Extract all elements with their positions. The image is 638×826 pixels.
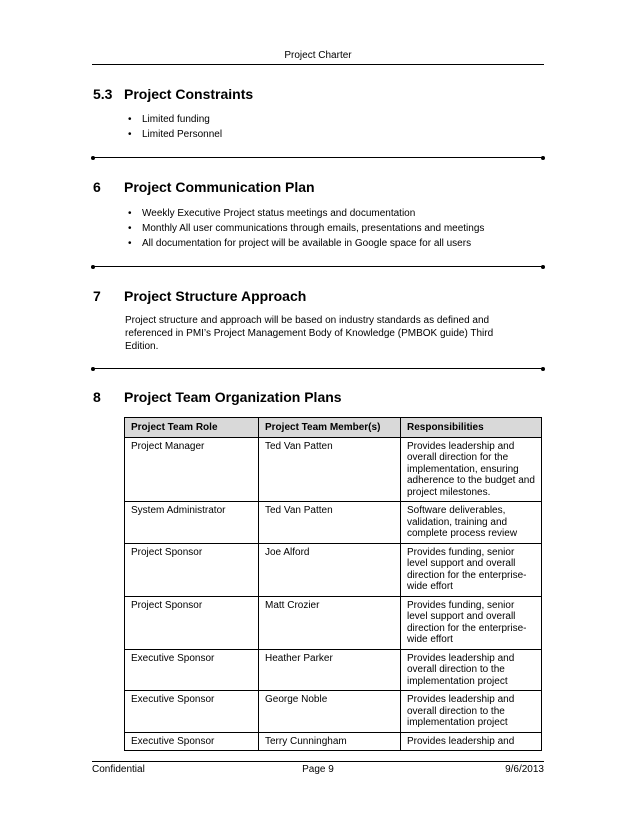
- member-cell: George Noble: [259, 691, 401, 733]
- header-title: Project Charter: [284, 50, 352, 61]
- role-cell: System Administrator: [125, 502, 259, 544]
- footer-date: 9/6/2013: [505, 764, 544, 775]
- member-cell: Heather Parker: [259, 649, 401, 691]
- footer-rule: [92, 761, 544, 762]
- heading-project-team-organization-plans: [93, 389, 342, 405]
- bullet-icon: •: [128, 114, 132, 125]
- member-cell: Terry Cunningham: [259, 732, 401, 751]
- heading-project-communication-plan: [93, 179, 315, 195]
- responsibility-cell: Software deliverables, validation, training and complete process review: [401, 502, 542, 544]
- list-item: • Weekly Executive Project status meetings and documentation: [128, 208, 416, 219]
- column-header: Project Team Role: [125, 418, 259, 438]
- table-row: [125, 649, 542, 691]
- list-item: • Limited Personnel: [128, 129, 223, 140]
- member-cell: Ted Van Patten: [259, 502, 401, 544]
- bullet-icon: •: [128, 208, 132, 219]
- table-row: [125, 691, 542, 733]
- responsibility-cell: Provides funding, senior level support and overall direction for the enterprise-wide effort: [401, 596, 542, 649]
- responsibility-cell: Provides leadership and overall direction to the implementation project: [401, 691, 542, 733]
- section-number: 8: [93, 389, 101, 405]
- member-cell: Matt Crozier: [259, 596, 401, 649]
- section-number: 6: [93, 179, 101, 195]
- bullet-icon: •: [128, 223, 132, 234]
- role-cell: Project Sponsor: [125, 543, 259, 596]
- responsibility-cell: Provides leadership and: [401, 732, 542, 751]
- table-row: [125, 543, 542, 596]
- responsibility-cell: Provides leadership and overall direction to the implementation project: [401, 649, 542, 691]
- role-cell: Project Manager: [125, 437, 259, 502]
- constraints-list: [125, 112, 222, 142]
- section-number: 7: [93, 288, 101, 304]
- member-cell: Joe Alford: [259, 543, 401, 596]
- list-item: • All documentation for project will be available in Google space for all users: [128, 238, 472, 249]
- list-item: • Limited funding: [128, 114, 210, 125]
- table-row: [125, 437, 542, 502]
- table-row: [125, 502, 542, 544]
- column-header: Responsibilities: [401, 418, 542, 438]
- section-divider: [93, 368, 543, 369]
- role-cell: Executive Sponsor: [125, 732, 259, 751]
- column-header: Project Team Member(s): [259, 418, 401, 438]
- heading-project-structure-approach: [93, 288, 306, 304]
- bullet-icon: •: [128, 129, 132, 140]
- footer-confidential: Confidential: [92, 764, 145, 775]
- member-cell: Ted Van Patten: [259, 437, 401, 502]
- table-row: [125, 732, 542, 751]
- structure-paragraph: Project structure and approach will be based on industry standards as defined and referenced in PMI’s Project Management Body of Knowledge (PMBOK guide) Third Edition.: [125, 315, 494, 352]
- section-title: Project Constraints: [124, 86, 254, 102]
- bullet-icon: •: [128, 238, 132, 249]
- section-divider: [93, 266, 543, 267]
- table-header-row: [125, 418, 542, 438]
- footer-page-number: Page 9: [302, 764, 334, 775]
- responsibility-cell: Provides leadership and overall direction for the implementation, ensuring adherence to the budget and project milestones.: [401, 437, 542, 502]
- team-table: [124, 417, 542, 751]
- header-rule: [92, 64, 544, 65]
- role-cell: Executive Sponsor: [125, 691, 259, 733]
- section-number: 5.3: [93, 86, 113, 102]
- section-title: Project Communication Plan: [124, 179, 315, 195]
- communication-list: [125, 206, 484, 251]
- section-title: Project Team Organization Plans: [124, 389, 342, 405]
- role-cell: Executive Sponsor: [125, 649, 259, 691]
- responsibility-cell: Provides funding, senior level support and overall direction for the enterprise-wide effort: [401, 543, 542, 596]
- section-divider: [93, 157, 543, 158]
- list-item: • Monthly All user communications through emails, presentations and meetings: [128, 223, 485, 234]
- section-title: Project Structure Approach: [124, 288, 307, 304]
- table-row: [125, 596, 542, 649]
- role-cell: Project Sponsor: [125, 596, 259, 649]
- heading-project-constraints: [93, 86, 253, 102]
